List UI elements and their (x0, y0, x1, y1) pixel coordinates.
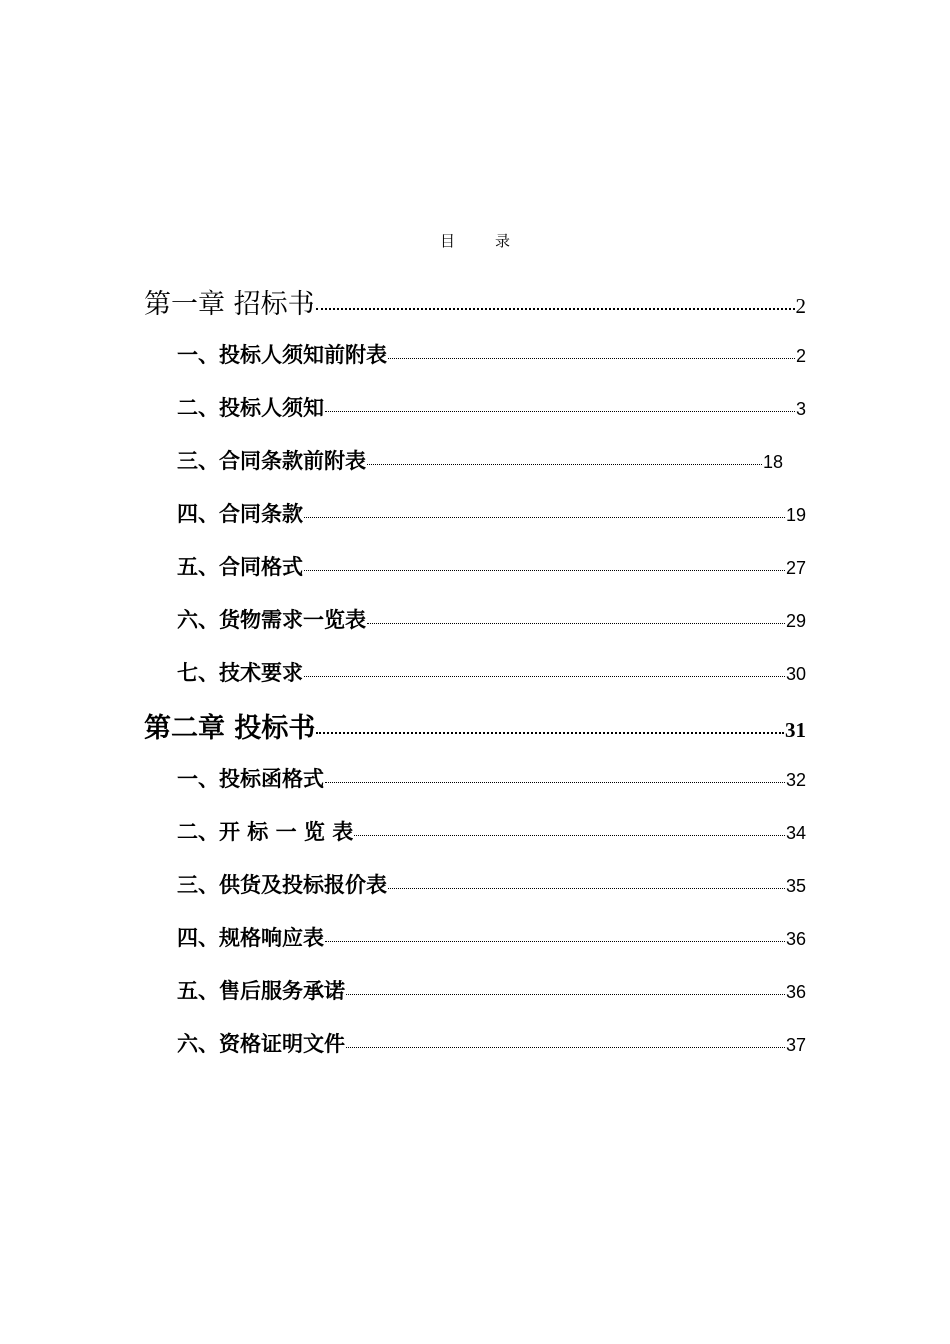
toc-section[interactable] (177, 816, 806, 846)
toc-section-label: 五、合同格式 (177, 555, 303, 579)
dot-leader (325, 778, 785, 783)
dot-leader (388, 354, 795, 359)
toc-section[interactable] (177, 604, 806, 634)
toc-section-label: 六、货物需求一览表 (177, 608, 366, 632)
toc-page-number: 30 (785, 664, 806, 684)
toc-title (0, 230, 950, 251)
dot-leader (346, 1043, 785, 1048)
toc-title-char-1: 目 (439, 232, 455, 250)
toc-chapter-label: 第二章 投标书 (144, 713, 316, 744)
toc-page-number: 2 (795, 294, 806, 318)
dot-leader (325, 937, 785, 942)
toc-section-label: 二、投标人须知 (177, 396, 324, 420)
toc-section-label: 三、供货及投标报价表 (177, 873, 387, 897)
toc-section-label: 五、售后服务承诺 (177, 979, 345, 1003)
toc-section-label: 六、资格证明文件 (177, 1032, 345, 1056)
toc-page-number: 27 (785, 558, 806, 578)
toc-section[interactable] (177, 551, 806, 581)
toc-page-number: 3 (795, 399, 806, 419)
toc-section[interactable] (177, 339, 806, 369)
toc-section[interactable] (177, 498, 806, 528)
toc-page-number: 29 (785, 611, 806, 631)
toc-chapter-1[interactable] (144, 282, 806, 321)
toc-section-label: 一、投标函格式 (177, 767, 324, 791)
toc-section-label: 四、合同条款 (177, 502, 303, 526)
toc-section[interactable] (177, 922, 806, 952)
dot-leader (354, 831, 785, 836)
toc-section-label: 一、投标人须知前附表 (177, 343, 387, 367)
toc-page-number: 37 (785, 1035, 806, 1055)
dot-leader (316, 304, 795, 310)
toc-page-number: 36 (785, 929, 806, 949)
toc-section[interactable] (177, 869, 806, 899)
toc-section[interactable] (177, 763, 806, 793)
dot-leader (304, 566, 785, 571)
dot-leader (316, 728, 784, 734)
dot-leader (367, 619, 785, 624)
toc-page-number: 31 (785, 718, 806, 742)
toc-page-number: 34 (785, 823, 806, 843)
toc-title-char-2: 录 (495, 232, 511, 250)
toc-section[interactable] (177, 392, 806, 422)
toc-section[interactable] (177, 657, 806, 687)
toc-chapter-2[interactable] (144, 706, 806, 745)
toc-page-number: 19 (785, 505, 806, 525)
toc-section-label: 四、规格响应表 (177, 926, 324, 950)
toc-page-number: 35 (785, 876, 806, 896)
toc-section[interactable] (177, 975, 806, 1005)
toc-chapter-label: 第一章 招标书 (144, 289, 315, 320)
toc-section-label: 二、开 标 一 览 表 (177, 820, 354, 844)
toc-section-label: 七、技术要求 (177, 661, 303, 685)
dot-leader (367, 460, 762, 465)
toc-section[interactable] (177, 1028, 806, 1058)
toc-page-number: 2 (795, 346, 806, 366)
toc-page-number: 18 (762, 452, 783, 472)
toc-page-number: 36 (785, 982, 806, 1002)
dot-leader (304, 672, 785, 677)
toc-page-number: 32 (785, 770, 806, 790)
toc-section-label: 三、合同条款前附表 (177, 449, 366, 473)
dot-leader (325, 407, 795, 412)
dot-leader (346, 990, 785, 995)
dot-leader (388, 884, 785, 889)
dot-leader (304, 513, 785, 518)
toc-section[interactable] (177, 445, 783, 475)
